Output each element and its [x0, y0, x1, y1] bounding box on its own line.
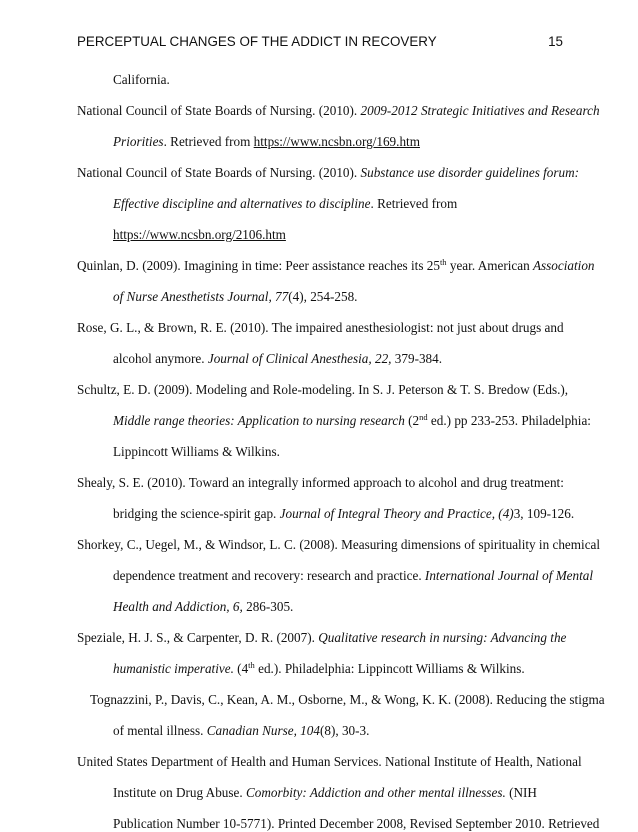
reference-line: alcohol anymore. Journal of Clinical Anesthesia, 22, 379-384.: [113, 351, 443, 366]
reference-line: California.: [113, 72, 170, 87]
reference-line: Health and Addiction, 6, 286-305.: [113, 599, 294, 614]
reference-link[interactable]: https://www.ncsbn.org/2106.htm: [113, 227, 286, 242]
reference-line: of Nurse Anesthetists Journal, 77(4), 254-258.: [113, 289, 358, 304]
reference-line: National Council of State Boards of Nursing. (2010). Substance use disorder guidelines forum:: [77, 165, 580, 180]
reference-line: humanistic imperative. (4th ed.). Philadelphia: Lippincott Williams & Wilkins.: [113, 660, 525, 676]
reference-line: Lippincott Williams & Wilkins.: [113, 444, 280, 459]
reference-line: Effective discipline and alternatives to discipline. Retrieved from: [113, 196, 458, 211]
reference-line: Tognazzini, P., Davis, C., Kean, A. M., Osborne, M., & Wong, K. K. (2008). Reducing the stigma: [90, 692, 605, 707]
reference-line: Shealy, S. E. (2010). Toward an integrally informed approach to alcohol and drug treatment:: [77, 475, 564, 490]
reference-line: Speziale, H. J. S., & Carpenter, D. R. (2007). Qualitative research in nursing: Advancing the: [77, 630, 567, 645]
reference-line: Middle range theories: Application to nursing research (2nd ed.) pp 233-253. Philadelphia:: [113, 412, 591, 428]
reference-line: Shorkey, C., Uegel, M., & Windsor, L. C. (2008). Measuring dimensions of spirituality in chemical: [77, 537, 601, 552]
reference-line: Institute on Drug Abuse. Comorbity: Addiction and other mental illnesses. (NIH: [113, 785, 537, 800]
reference-line: Rose, G. L., & Brown, R. E. (2010). The impaired anesthesiologist: not just about drugs and: [77, 320, 564, 335]
reference-line: Publication Number 10-5771). Printed December 2008, Revised September 2010. Retrieved: [113, 816, 600, 831]
reference-line: United States Department of Health and Human Services. National Institute of Health, National: [77, 754, 582, 769]
reference-line: bridging the science-spirit gap. Journal of Integral Theory and Practice, (4)3, 109-126.: [113, 506, 575, 521]
reference-line: National Council of State Boards of Nursing. (2010). 2009-2012 Strategic Initiatives and Research: [77, 103, 600, 118]
reference-line: [113, 227, 286, 243]
reference-link[interactable]: https://www.ncsbn.org/169.htm: [253, 134, 420, 149]
reference-line: Priorities. Retrieved from https://www.ncsbn.org/169.htm: [113, 134, 420, 149]
reference-line: Schultz, E. D. (2009). Modeling and Role-modeling. In S. J. Peterson & T. S. Bredow (Eds.),: [77, 382, 569, 397]
reference-line: Quinlan, D. (2009). Imagining in time: Peer assistance reaches its 25th year. American Association: [77, 257, 595, 273]
reference-line: of mental illness. Canadian Nurse, 104(8), 30-3.: [113, 723, 370, 738]
reference-line: dependence treatment and recovery: research and practice. International Journal of Mental: [113, 568, 594, 583]
page-number: 15: [548, 34, 563, 49]
running-head: PERCEPTUAL CHANGES OF THE ADDICT IN RECOVERY: [77, 34, 437, 49]
page-header: [77, 34, 563, 56]
